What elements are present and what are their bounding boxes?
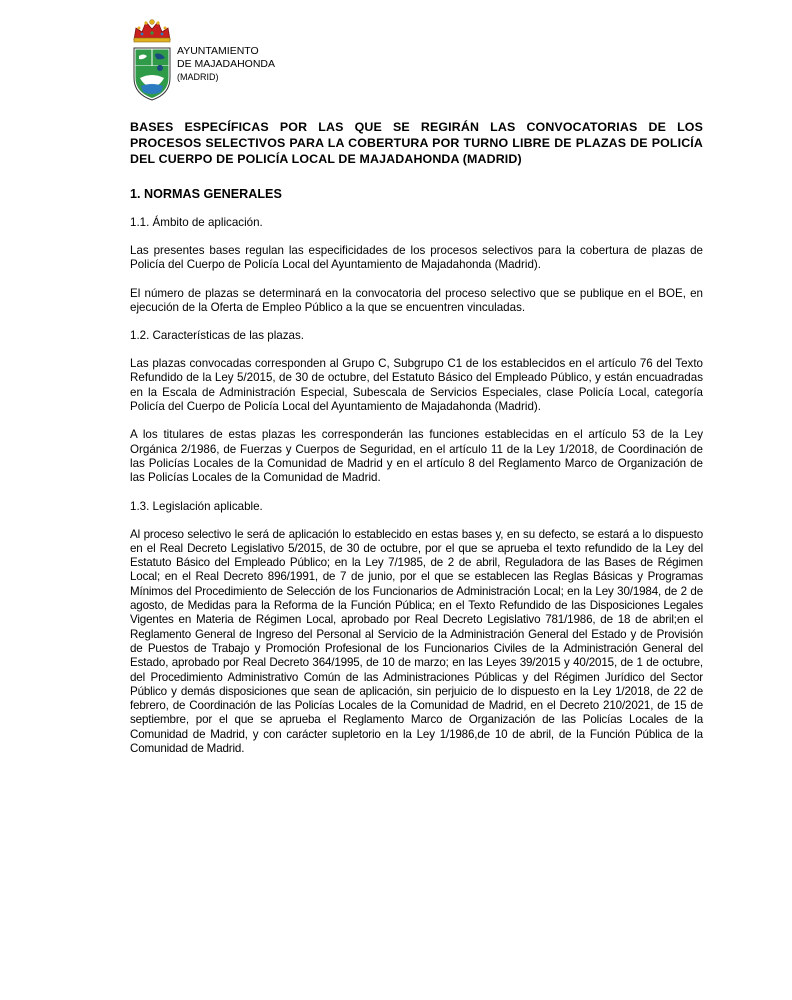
paragraph-caracteristicas-1: Las plazas convocadas corresponden al Grupo C, Subgrupo C1 de los establecidos en el artículo 76 del Texto Refundido de la Ley 5/2015, de 30 de octubre, del Estatuto Básico del Empleado Público, y están encuadradas en la Escala de Administración Especial, Subescala de Servicios Especiales, clase Policía Local, categoría Policía del Cuerpo de Policía Local del Ayuntamiento de Majadahonda (Madrid). (130, 357, 703, 414)
municipality-line-3: (MADRID) (177, 72, 219, 82)
document-body (130, 119, 703, 770)
coat-of-arms-icon (131, 16, 173, 102)
municipality-line-2: DE MAJADAHONDA (177, 58, 276, 70)
paragraph-ambito-2: El número de plazas se determinará en la convocatoria del proceso selectivo que se publique en el BOE, en ejecución de la Oferta de Empleo Público a la que se encuentren vinculadas. (130, 286, 703, 314)
document-title: BASES ESPECÍFICAS POR LAS QUE SE REGIRÁN LAS CONVOCATORIAS DE LOS PROCESOS SELECTIVOS PARA LA COBERTURA POR TURNO LIBRE DE PLAZAS DE POLICÍA DEL CUERPO DE POLICÍA LOCAL DE MAJADAHONDA (MADRID) (130, 120, 703, 166)
municipality-name (177, 45, 275, 84)
section-heading-normas-generales: 1. NORMAS GENERALES (130, 187, 282, 201)
subsection-heading-caracteristicas: 1.2. Características de las plazas. (130, 329, 304, 343)
paragraph-ambito-1: Las presentes bases regulan las especificidades de los procesos selectivos para la cobertura de plazas de Policía del Cuerpo de Policía Local del Ayuntamiento de Majadahonda (Madrid). (130, 244, 703, 272)
municipality-line-1: AYUNTAMIENTO (177, 45, 259, 57)
subsection-heading-legislacion: 1.3. Legislación aplicable. (130, 499, 263, 513)
paragraph-caracteristicas-2: A los titulares de estas plazas les corresponderán las funciones establecidas en el artículo 53 de la Ley Orgánica 2/1986, de Fuerzas y Cuerpos de Seguridad, en el artículo 11 de la Ley 1/2018, de Coordinación de las Policías Locales de la Comunidad de Madrid y en el artículo 8 del Reglamento Marco de Organización de las Policías Locales de la Comunidad de Madrid. (130, 428, 703, 485)
document-header (131, 16, 331, 102)
subsection-heading-ambito: 1.1. Ámbito de aplicación. (130, 216, 263, 229)
paragraph-legislacion-1: Al proceso selectivo le será de aplicación lo establecido en estas bases y, en su defecto, se estará a lo dispuesto en el Real Decreto Legislativo 5/2015, de 30 de octubre, por el que se aprueba el texto refundido de la Ley del Estatuto Básico del Empleado Público; en la Ley 7/1985, de 2 de abril, Reguladora de las Bases de Régimen Local; en el Real Decreto 896/1991, de 7 de junio, por el que se establecen las Reglas Básicas y Programas Mínimos del Procedimiento de Selección de los Funcionarios de Administración Local; en la Ley 30/1984, de 2 de agosto, de Medidas para la Reforma de la Función Pública; en el Texto Refundido de las Disposiciones Legales Vigentes en Materia de Régimen Local, aprobado por Real Decreto Legislativo 781/1986, de 18 de abril;en el Reglamento General de Ingreso del Personal al Servicio de la Administración General del Estado y de Provisión de Puestos de Trabajo y Promoción Profesional de los Funcionarios Civiles de la Administración General del Estado, aprobado por Real Decreto 364/1995, de 10 de marzo; en las Leyes 39/2015 y 40/2015, de 1 de octubre, del Procedimiento Administrativo Común de las Administraciones Públicas y del Régimen Jurídico del Sector Público y demás disposiciones que sean de aplicación, sin perjuicio de lo dispuesto en la Ley 1/2018, de 22 de febrero, de Coordinación de las Policías Locales de la Comunidad de Madrid, en el Decreto 210/2021, de 15 de septiembre, por el que se aprueba el Reglamento Marco de Organización de las Policías Locales de la Comunidad de Madrid, y con carácter supletorio en la Ley 1/1986,de 10 de abril, de la Función Pública de la Comunidad de Madrid. (130, 527, 703, 756)
